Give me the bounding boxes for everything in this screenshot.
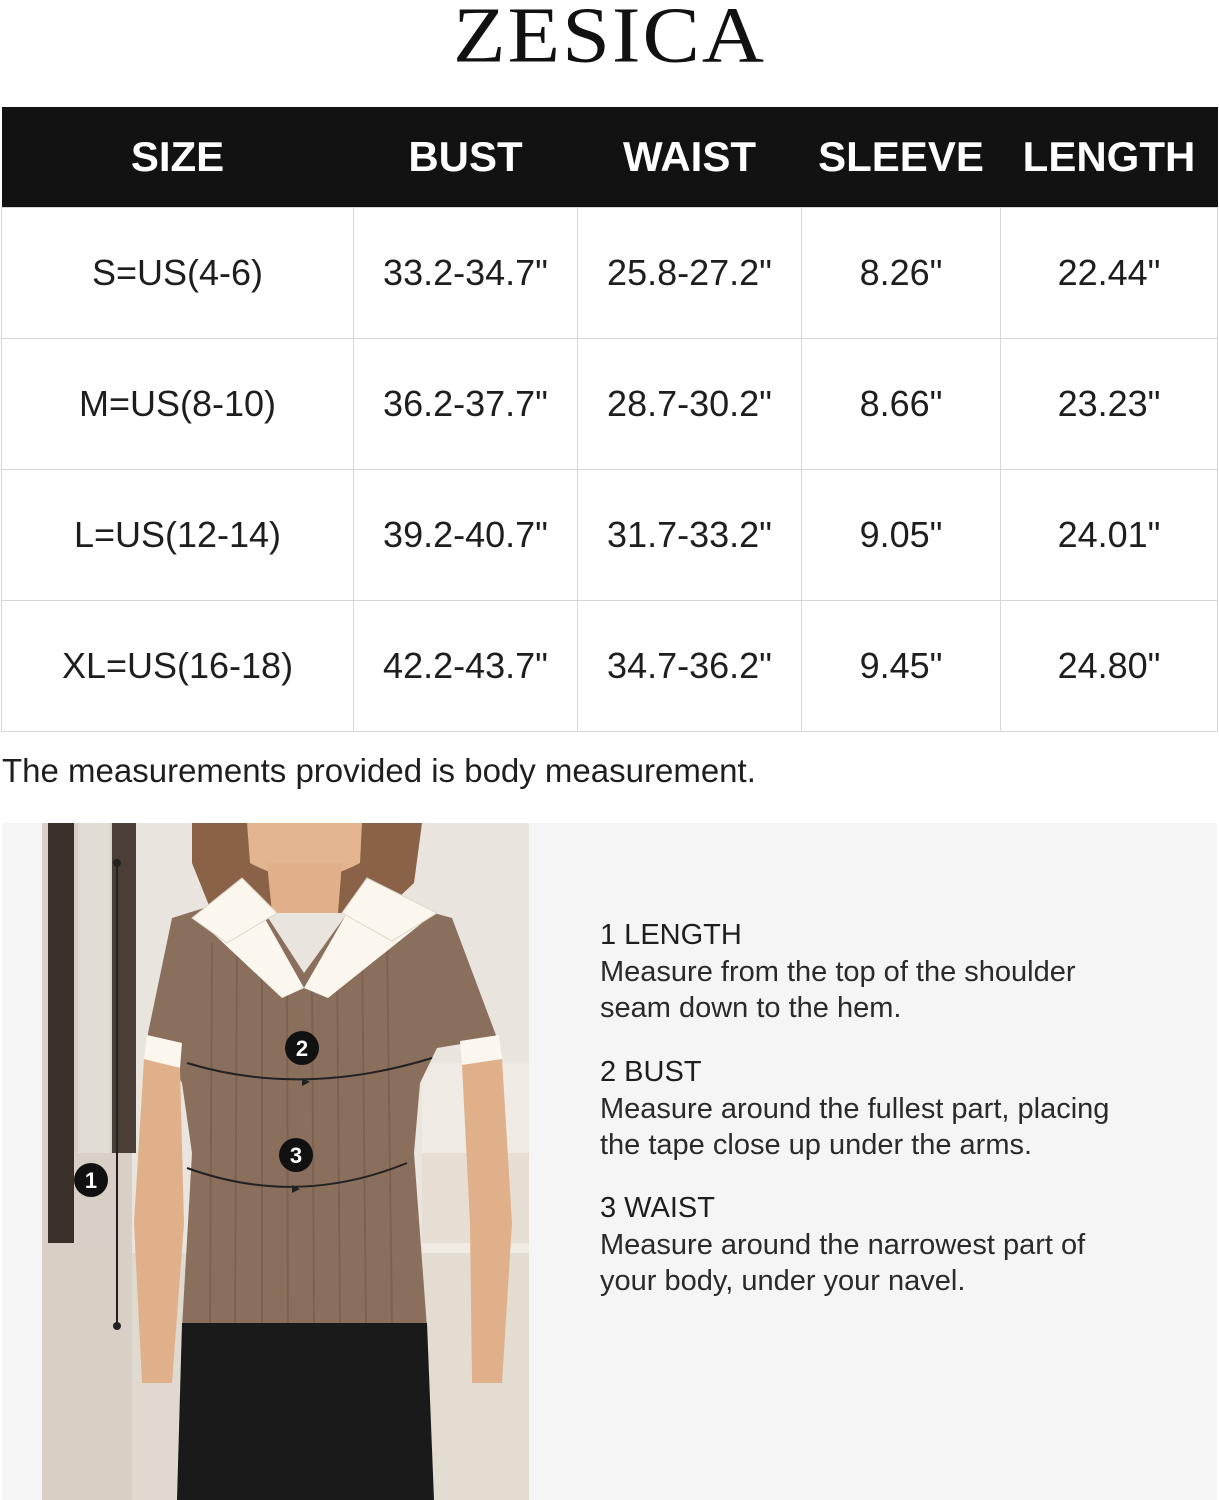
guide-item-length	[600, 918, 1200, 1026]
marker-1	[74, 1163, 108, 1197]
cell-bust: 36.2-37.7"	[354, 339, 578, 470]
table-header-row	[2, 107, 1218, 208]
guide-title: 2 BUST	[600, 1056, 702, 1088]
header-length: LENGTH	[1001, 107, 1218, 208]
cell-sleeve: 9.05"	[802, 470, 1001, 601]
cell-length: 24.80"	[1001, 601, 1218, 732]
cell-waist: 31.7-33.2"	[578, 470, 802, 601]
table-row	[2, 208, 1218, 339]
svg-text:2: 2	[295, 1036, 309, 1061]
cell-waist: 34.7-36.2"	[578, 601, 802, 732]
cell-waist: 28.7-30.2"	[578, 339, 802, 470]
cell-length: 24.01"	[1001, 470, 1218, 601]
brand-logo: ZESICA	[453, 0, 766, 80]
header-size: SIZE	[2, 107, 354, 208]
header-bust: BUST	[354, 107, 578, 208]
marker-3	[279, 1138, 313, 1172]
guide-description: Measure from the top of the shoulder seam down to the hem.	[600, 956, 1076, 1024]
table-row	[2, 339, 1218, 470]
measurement-note: The measurements provided is body measurement.	[2, 752, 756, 789]
size-chart-table	[1, 107, 1218, 732]
cell-size: XL=US(16-18)	[2, 601, 354, 732]
cell-bust: 33.2-34.7"	[354, 208, 578, 339]
table-row	[2, 601, 1218, 732]
guide-item-waist	[600, 1191, 1200, 1299]
header-waist: WAIST	[578, 107, 802, 208]
header-sleeve: SLEEVE	[802, 107, 1001, 208]
model-illustration	[42, 823, 529, 1500]
cell-waist: 25.8-27.2"	[578, 208, 802, 339]
cell-sleeve: 9.45"	[802, 601, 1001, 732]
svg-text:3: 3	[289, 1143, 303, 1168]
cell-sleeve: 8.66"	[802, 339, 1001, 470]
measuring-guide-panel	[2, 823, 1217, 1500]
guide-description: Measure around the fullest part, placing the tape close up under the arms.	[600, 1093, 1110, 1161]
guide-title: 1 LENGTH	[600, 919, 742, 951]
marker-2	[285, 1031, 319, 1065]
cell-size: S=US(4-6)	[2, 208, 354, 339]
cell-size: L=US(12-14)	[2, 470, 354, 601]
table-row	[2, 470, 1218, 601]
cell-sleeve: 8.26"	[802, 208, 1001, 339]
guide-item-bust	[600, 1055, 1200, 1163]
model-photo	[42, 823, 529, 1500]
cell-length: 23.23"	[1001, 339, 1218, 470]
cell-size: M=US(8-10)	[2, 339, 354, 470]
cell-length: 22.44"	[1001, 208, 1218, 339]
guide-title: 3 WAIST	[600, 1192, 715, 1224]
cell-bust: 42.2-43.7"	[354, 601, 578, 732]
guide-description: Measure around the narrowest part of your body, under your navel.	[600, 1229, 1086, 1297]
cell-bust: 39.2-40.7"	[354, 470, 578, 601]
svg-text:1: 1	[84, 1168, 98, 1193]
